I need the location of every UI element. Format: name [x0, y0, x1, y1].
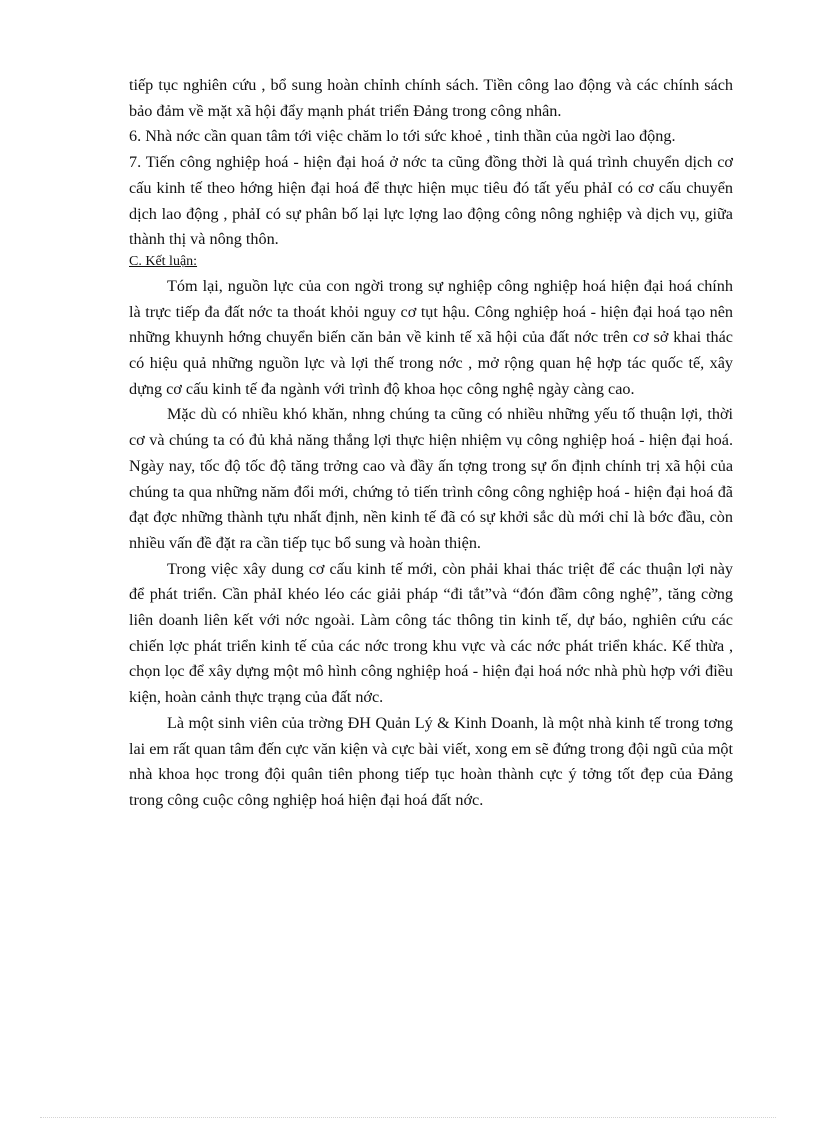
page-bottom-divider	[40, 1117, 776, 1118]
paragraph-economic-structure: Trong việc xây dung cơ cấu kinh tế mới, còn phải khai thác triệt để các thuận lợi này để phát triển. Cần phảI khéo léo các giải pháp “đi tắt”và “đón đầm công nghệ”, tăng cờng liên doanh liên kết với nớc ngoài. Làm công tác thông tin kinh tế, dự báo, nghiên cứu các chiến lợc phát triển kinh tế của các nớc trong khu vực và các nớc phát triển khác. Kế thừa , chọn lọc để xây dựng một mô hình công nghiệp hoá - hiện đại hoá nớc nhà phù hợp với điều kiện, hoàn cảnh thực trạng của đất nớc.	[129, 559, 733, 707]
section-heading-conclusion: C. Kết luận:	[129, 253, 198, 269]
paragraph-continuation: tiếp tục nghiên cứu , bổ sung hoàn chỉnh chính sách. Tiền công lao động và các chính sách bảo đảm về mặt xã hội đẩy mạnh phát triển Đảng trong công nhân.	[129, 76, 733, 120]
numbered-item-6: 6. Nhà nớc cần quan tâm tới việc chăm lo tới sức khoẻ , tinh thần của ngời lao động.	[129, 127, 676, 146]
paragraph-summary: Tóm lại, nguồn lực của con ngời trong sự nghiệp công nghiệp hoá hiện đại hoá chính là trực tiếp đa đất nớc ta thoát khỏi nguy cơ tụt hậu. Công nghiệp hoá - hiện đại hoá tạo nên những khuynh hớng chuyển biến căn bản về kinh tế xã hội của đất nớc trên cơ sở khai thác có hiệu quả những nguồn lực và lợi thế trong nớc , mở rộng quan hệ hợp tác quốc tế, xây dựng cơ cấu kinh tế đa ngành với trình độ khoa học công nghệ ngày càng cao.	[129, 276, 733, 398]
numbered-item-7: 7. Tiến công nghiệp hoá - hiện đại hoá ở nớc ta cũng đồng thời là quá trình chuyển dịch cơ cấu kinh tế theo hớng hiện đại hoá để thực hiện mục tiêu đó tất yếu phảI có cơ cấu chuyển dịch lao động , phảI có sự phân bố lại lực lợng lao động công nông nghiệp và dịch vụ, giữa thành thị và nông thôn.	[129, 153, 733, 249]
paragraph-student: Là một sinh viên của trờng ĐH Quản Lý & Kinh Doanh, là một nhà kinh tế trong tơng lai em rất quan tâm đến cực văn kiện và cực bài viết, xong em sẽ đứng trong đội ngũ của một nhà khoa học trong đội quân tiên phong tiếp tục hoàn thành cực ý tởng tốt đẹp của Đảng trong công cuộc công nghiệp hoá hiện đại hoá đất nớc.	[129, 713, 733, 809]
document-body	[129, 73, 733, 814]
paragraph-difficulties: Mặc dù có nhiều khó khăn, nhng chúng ta cũng có nhiều những yếu tố thuận lợi, thời cơ và chúng ta có đủ khả năng thắng lợi thực hiện nhiệm vụ công nghiệp hoá - hiện đại hoá. Ngày nay, tốc độ tốc độ tăng trởng cao và đầy ấn tợng trong sự ổn định chính trị xã hội của chúng ta qua những năm đổi mới, chứng tỏ tiến trình công công nghiệp hoá - hiện đại hoá đã đạt đợc những thành tựu nhất định, nền kinh tế đã có sự khởi sắc dù mới chỉ là bớc đầu, còn nhiều vấn đề đặt ra cần tiếp tục bổ sung và hoàn thiện.	[129, 405, 733, 552]
